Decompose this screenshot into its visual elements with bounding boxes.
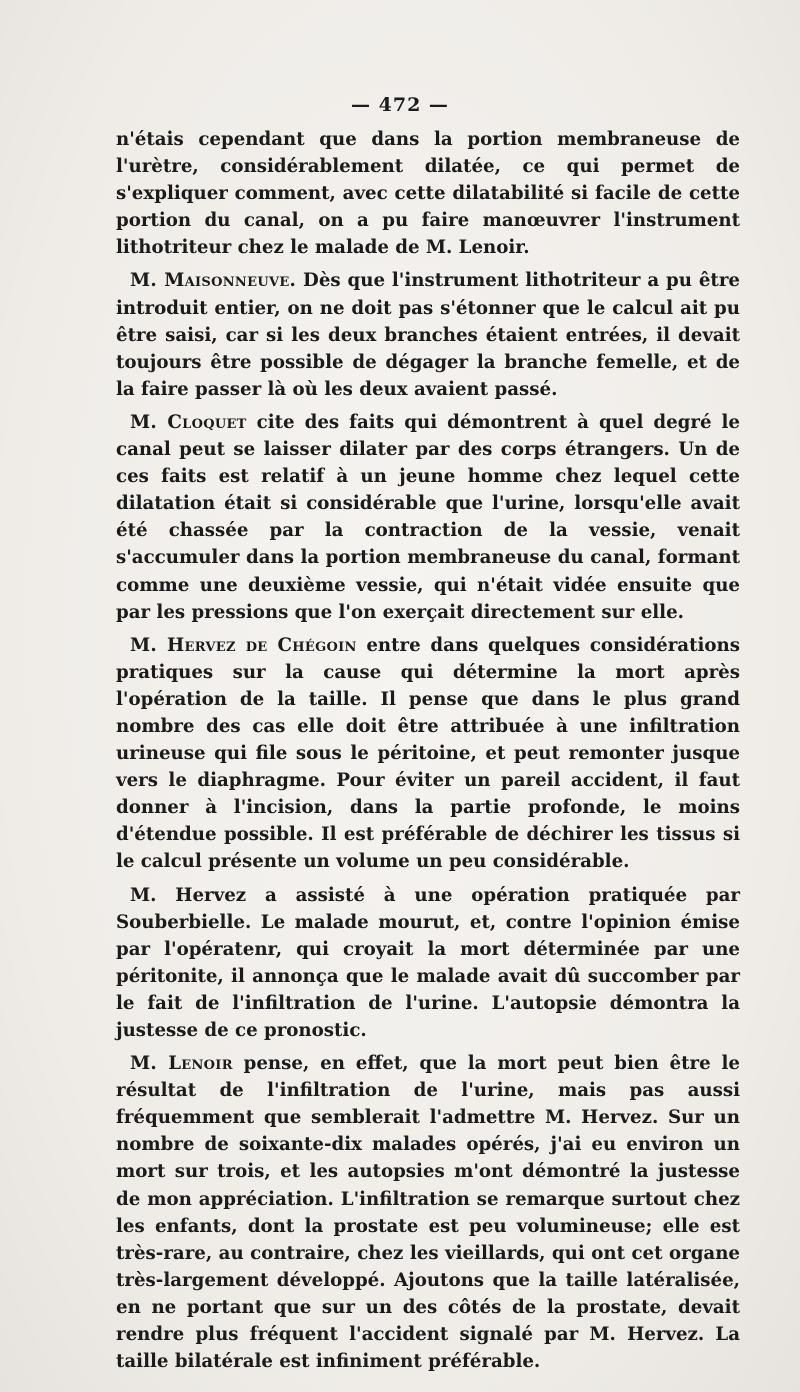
paragraph-text: pense, en effet, que la mort peut bien être le résultat de l'infiltration de l'urine, mais pas aussi fréquemment que semblerait l'admettre M. Hervez. Sur un nombre de soixante-dix malades opérés, j'ai eu environ un mort sur trois, et les autopsies m'ont démontré la justesse de mon appréciation. L'infiltration se remarque surtout chez les enfants, dont la prostate est peu volumineuse; elle est très-rare, au contraire, chez les vieillards, qui ont cet organe très-largement développé. Ajoutons que la taille latéralisée, en ne portant que sur un des côtés de la prostate, devait rendre plus fréquent l'accident signalé par M. Hervez. La taille bilatérale est infiniment préférable.	[116, 1053, 740, 1373]
speaker-name: M. Hervez de Chégoin	[130, 634, 357, 656]
paragraph-hervez-de-chegoin	[116, 632, 740, 876]
paragraph-text: cite des faits qui démontrent à quel degré le canal peut se laisser dilater par des corps étrangers. Un de ces faits est relatif à un jeune homme chez lequel cette dilatation était si considérable que l'urine, lorsqu'elle avait été chassée par la contraction de la vessie, venait s'accumuler dans la portion membraneuse du canal, formant comme une deuxième vessie, qui n'était vidée ensuite que par les pressions que l'on exerçait directement sur elle.	[116, 411, 741, 623]
page-body	[116, 126, 740, 1381]
paragraph-hervez-souberbielle	[116, 882, 740, 1045]
speaker-name: M. Lenoir	[130, 1053, 233, 1075]
paragraph-maisonneuve	[116, 267, 740, 402]
paragraph-text: M. Hervez a assisté à une opération pratiquée par Souberbielle. Le malade mourut, et, contre l'opinion émise par l'opératenr, qui croyait la mort déterminée par une péritonite, il annonça que le malade avait dû succomber par le fait de l'infiltration de l'urine. L'autopsie démontra la justesse de ce pronostic.	[116, 884, 740, 1041]
speaker-name: M. Cloquet	[130, 411, 247, 433]
paragraph-text: entre dans quelques considérations pratiques sur la cause qui détermine la mort après l'opération de la taille. Il pense que dans le plus grand nombre des cas elle doit être attribuée à une infiltration urineuse qui file sous le péritoine, et peut remonter jusque vers le diaphragme. Pour éviter un pareil accident, il faut donner à l'incision, dans la partie profonde, le moins d'étendue possible. Il est préférable de déchirer les tissus si le calcul présente un volume un peu considérable.	[116, 634, 740, 873]
paragraph-lenoir	[116, 1050, 740, 1375]
paragraph-text: Dès que l'instrument lithotriteur a pu être introduit entier, on ne doit pas s'étonner que le calcul ait pu être saisi, car si les deux branches étaient entrées, il devait toujours être possible de dégager la branche femelle, et de la faire passer là où les deux avaient passé.	[116, 270, 740, 400]
paragraph-text: n'étais cependant que dans la portion membraneuse de l'urètre, considérablement dilatée, ce qui permet de s'expliquer comment, avec cette dilatabilité si facile de cette portion du canal, on a pu faire manœuvrer l'instrument lithotriteur chez le malade de M. Lenoir.	[116, 129, 740, 259]
paragraph-continuation	[116, 126, 740, 261]
paragraph-cloquet	[116, 409, 740, 626]
speaker-name: M. Maisonneuve.	[130, 270, 297, 292]
page-number: — 472 —	[351, 94, 449, 116]
